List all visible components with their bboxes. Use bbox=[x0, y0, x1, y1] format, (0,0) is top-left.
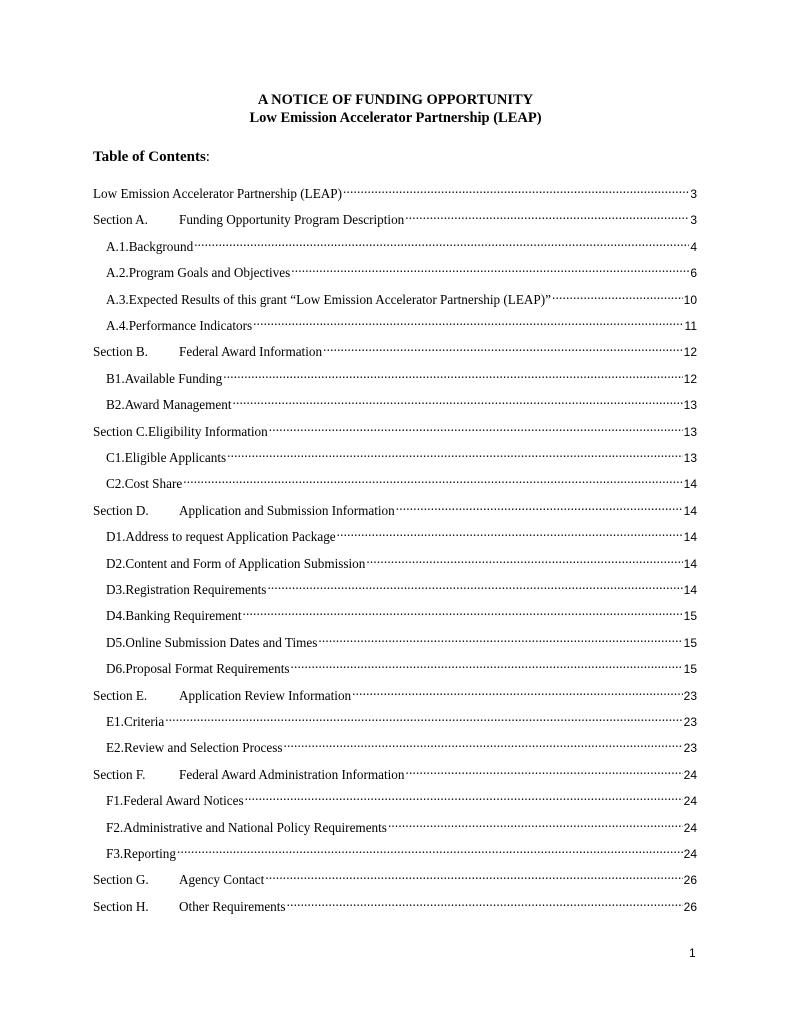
toc-leader-dots bbox=[337, 523, 683, 541]
toc-entry-code: F2. bbox=[106, 820, 124, 835]
toc-entry-code: D3. bbox=[106, 582, 126, 597]
toc-entry-page: 10 bbox=[683, 293, 697, 307]
toc-entry-page: 12 bbox=[683, 345, 697, 359]
toc-entry-code: B1. bbox=[106, 371, 125, 386]
toc-entry-page: 3 bbox=[690, 187, 697, 201]
toc-leader-dots bbox=[269, 418, 683, 436]
toc-leader-dots bbox=[287, 893, 683, 911]
toc-entry-page: 26 bbox=[683, 900, 697, 914]
toc-leader-dots bbox=[243, 602, 683, 620]
toc-leader-dots bbox=[318, 629, 682, 647]
toc-entry-page: 6 bbox=[690, 266, 697, 280]
toc-entry-label: Low Emission Accelerator Partnership (LEAP) bbox=[93, 186, 343, 201]
toc-leader-dots bbox=[183, 470, 682, 488]
toc-entry-label: Federal Award Information bbox=[179, 344, 323, 359]
toc-leader-dots bbox=[405, 206, 689, 224]
toc-leader-dots bbox=[227, 444, 682, 462]
toc-entry-page: 13 bbox=[683, 425, 697, 439]
toc-entry-page: 24 bbox=[683, 847, 697, 861]
toc-entry-label: Banking Requirement bbox=[125, 608, 242, 623]
toc-entry-label: Available Funding bbox=[124, 371, 223, 386]
toc-entry[interactable] bbox=[106, 787, 697, 808]
toc-entry-code: D1. bbox=[106, 529, 126, 544]
toc-entry-label: Background bbox=[128, 239, 194, 254]
document-title: A NOTICE OF FUNDING OPPORTUNITY bbox=[257, 92, 534, 108]
toc-entry-code: Section G. bbox=[93, 872, 149, 887]
toc-leader-dots bbox=[291, 259, 689, 277]
toc-entry[interactable] bbox=[106, 602, 697, 623]
toc-entry[interactable] bbox=[106, 655, 697, 676]
toc-entry-code: E2. bbox=[106, 740, 124, 755]
toc-leader-dots bbox=[245, 787, 683, 805]
toc-entry-code: C2. bbox=[106, 476, 125, 491]
toc-entry-code: Section A. bbox=[93, 212, 148, 227]
toc-entry-page: 14 bbox=[683, 504, 697, 518]
toc-entry-label: Online Submission Dates and Times bbox=[125, 635, 318, 650]
toc-leader-dots bbox=[343, 180, 689, 198]
toc-entry-code: B2. bbox=[106, 397, 125, 412]
toc-entry-label: Administrative and National Policy Requirements bbox=[123, 820, 387, 835]
toc-entry[interactable] bbox=[106, 708, 697, 729]
toc-entry-page: 26 bbox=[683, 873, 697, 887]
toc-entry-label: Federal Award Notices bbox=[123, 793, 244, 808]
toc-entry-page: 11 bbox=[684, 319, 697, 333]
toc-entry-code: A.1. bbox=[106, 239, 129, 254]
toc-entry-page: 24 bbox=[683, 768, 697, 782]
toc-heading-text: Table of Contents bbox=[93, 149, 206, 165]
toc-entry-page: 12 bbox=[683, 372, 697, 386]
toc-entry-label: Performance Indicators bbox=[128, 318, 253, 333]
toc-entry-label: Expected Results of this grant “Low Emission Accelerator Partnership (LEAP)” bbox=[128, 292, 551, 307]
toc-entry-page: 14 bbox=[683, 583, 697, 597]
toc-entry[interactable] bbox=[106, 391, 697, 412]
toc-entry[interactable] bbox=[106, 576, 697, 597]
toc-entry-code: D2. bbox=[106, 556, 126, 571]
toc-entry-code: D6. bbox=[106, 661, 126, 676]
toc-entry-page: 14 bbox=[683, 530, 697, 544]
toc-entry-label: Agency Contact bbox=[179, 872, 265, 887]
toc-entry-code: D5. bbox=[106, 635, 126, 650]
toc-entry[interactable] bbox=[106, 286, 697, 307]
toc-entry-page: 24 bbox=[683, 794, 697, 808]
toc-entry-label: Application Review Information bbox=[179, 688, 352, 703]
toc-entry-label: Application and Submission Information bbox=[179, 503, 395, 518]
toc-entry-page: 24 bbox=[683, 821, 697, 835]
toc-entry-code: Section E. bbox=[93, 688, 148, 703]
toc-entry[interactable] bbox=[93, 866, 697, 887]
toc-entry-label: Review and Selection Process bbox=[123, 740, 283, 755]
page-number: 1 bbox=[689, 946, 696, 960]
toc-entry-label: Other Requirements bbox=[179, 899, 286, 914]
toc-entry[interactable] bbox=[93, 497, 697, 518]
toc-entry-page: 3 bbox=[690, 213, 697, 227]
toc-entry-code: Section F. bbox=[93, 767, 146, 782]
toc-entry[interactable] bbox=[93, 893, 697, 914]
toc-entry[interactable] bbox=[93, 206, 697, 227]
toc-leader-dots bbox=[233, 391, 683, 409]
toc-leader-dots bbox=[253, 312, 683, 330]
toc-entry-label: Federal Award Administration Information bbox=[179, 767, 405, 782]
toc-leader-dots bbox=[165, 708, 682, 726]
toc-entry-label: Cost Share bbox=[124, 476, 183, 491]
toc-entry-page: 13 bbox=[683, 451, 697, 465]
toc-leader-dots bbox=[265, 866, 682, 884]
toc-entry-code: A.3. bbox=[106, 292, 129, 307]
toc-entry-page: 15 bbox=[683, 609, 697, 623]
toc-leader-dots bbox=[267, 576, 682, 594]
toc-entry[interactable] bbox=[106, 312, 697, 333]
toc-entry[interactable] bbox=[106, 470, 697, 491]
toc-entry-page: 14 bbox=[683, 557, 697, 571]
toc-entry-label: Registration Requirements bbox=[125, 582, 267, 597]
toc-entry-page: 15 bbox=[683, 636, 697, 650]
toc-entry-page: 23 bbox=[683, 689, 697, 703]
toc-leader-dots bbox=[284, 734, 683, 752]
toc-entry-label: Program Goals and Objectives bbox=[128, 265, 291, 280]
toc-entry[interactable] bbox=[106, 523, 697, 544]
toc-entry-code: Section C. bbox=[93, 424, 148, 439]
toc-leader-dots bbox=[366, 550, 682, 568]
toc-entry-code: E1. bbox=[106, 714, 124, 729]
toc-entry-code: F3. bbox=[106, 846, 124, 861]
toc-entry-label: Address to request Application Package bbox=[125, 529, 336, 544]
toc-leader-dots bbox=[291, 655, 683, 673]
toc-leader-dots bbox=[223, 365, 682, 383]
toc-entry-label: Award Management bbox=[124, 397, 232, 412]
toc-entry-label: Eligibility Information bbox=[147, 424, 268, 439]
toc-entry-label: Funding Opportunity Program Description bbox=[179, 212, 405, 227]
toc-entry-label: Content and Form of Application Submission bbox=[125, 556, 366, 571]
toc-entry-page: 13 bbox=[683, 398, 697, 412]
toc-entry[interactable] bbox=[106, 629, 697, 650]
toc-entry[interactable] bbox=[93, 338, 697, 359]
toc-entry-code: A.4. bbox=[106, 318, 129, 333]
toc-entry-page: 4 bbox=[690, 240, 697, 254]
toc-entry-label: Eligible Applicants bbox=[124, 450, 227, 465]
toc-heading bbox=[93, 148, 210, 166]
toc-leader-dots bbox=[194, 233, 689, 251]
toc-entry-code: A.2. bbox=[106, 265, 129, 280]
toc-entry-label: Proposal Format Requirements bbox=[125, 661, 290, 676]
toc-entry-code: Section B. bbox=[93, 344, 148, 359]
toc-leader-dots bbox=[552, 286, 683, 304]
toc-leader-dots bbox=[396, 497, 683, 515]
toc-entry-code: C1. bbox=[106, 450, 125, 465]
toc-entry-code: Section H. bbox=[93, 899, 149, 914]
toc-entry[interactable] bbox=[106, 259, 697, 280]
toc-entry[interactable] bbox=[93, 180, 697, 201]
toc-leader-dots bbox=[406, 761, 683, 779]
toc-heading-colon: : bbox=[205, 149, 210, 165]
toc-leader-dots bbox=[323, 338, 683, 356]
toc-leader-dots bbox=[388, 814, 683, 832]
toc-entry-page: 23 bbox=[683, 741, 697, 755]
toc-entry[interactable] bbox=[106, 734, 697, 755]
toc-entry[interactable] bbox=[106, 444, 697, 465]
toc-entry[interactable] bbox=[93, 682, 697, 703]
toc-leader-dots bbox=[352, 682, 683, 700]
toc-entry-label: Criteria bbox=[123, 714, 165, 729]
toc-entry-page: 14 bbox=[683, 477, 697, 491]
toc-entry-label: Reporting bbox=[123, 846, 176, 861]
toc-entry[interactable] bbox=[106, 814, 697, 835]
toc-entry-page: 23 bbox=[683, 715, 697, 729]
toc-entry-code: D4. bbox=[106, 608, 126, 623]
toc-entry[interactable] bbox=[93, 418, 697, 439]
toc-entry-code: Section D. bbox=[93, 503, 149, 518]
toc-entry[interactable] bbox=[106, 840, 697, 861]
toc-entry-page: 15 bbox=[683, 662, 697, 676]
toc-leader-dots bbox=[177, 840, 683, 858]
toc-entry[interactable] bbox=[106, 365, 697, 386]
toc-entry[interactable] bbox=[106, 233, 697, 254]
toc-entry-code: F1. bbox=[106, 793, 124, 808]
document-subtitle: Low Emission Accelerator Partnership (LEAP) bbox=[249, 110, 542, 126]
toc-entry[interactable] bbox=[93, 761, 697, 782]
toc-entry[interactable] bbox=[106, 550, 697, 571]
